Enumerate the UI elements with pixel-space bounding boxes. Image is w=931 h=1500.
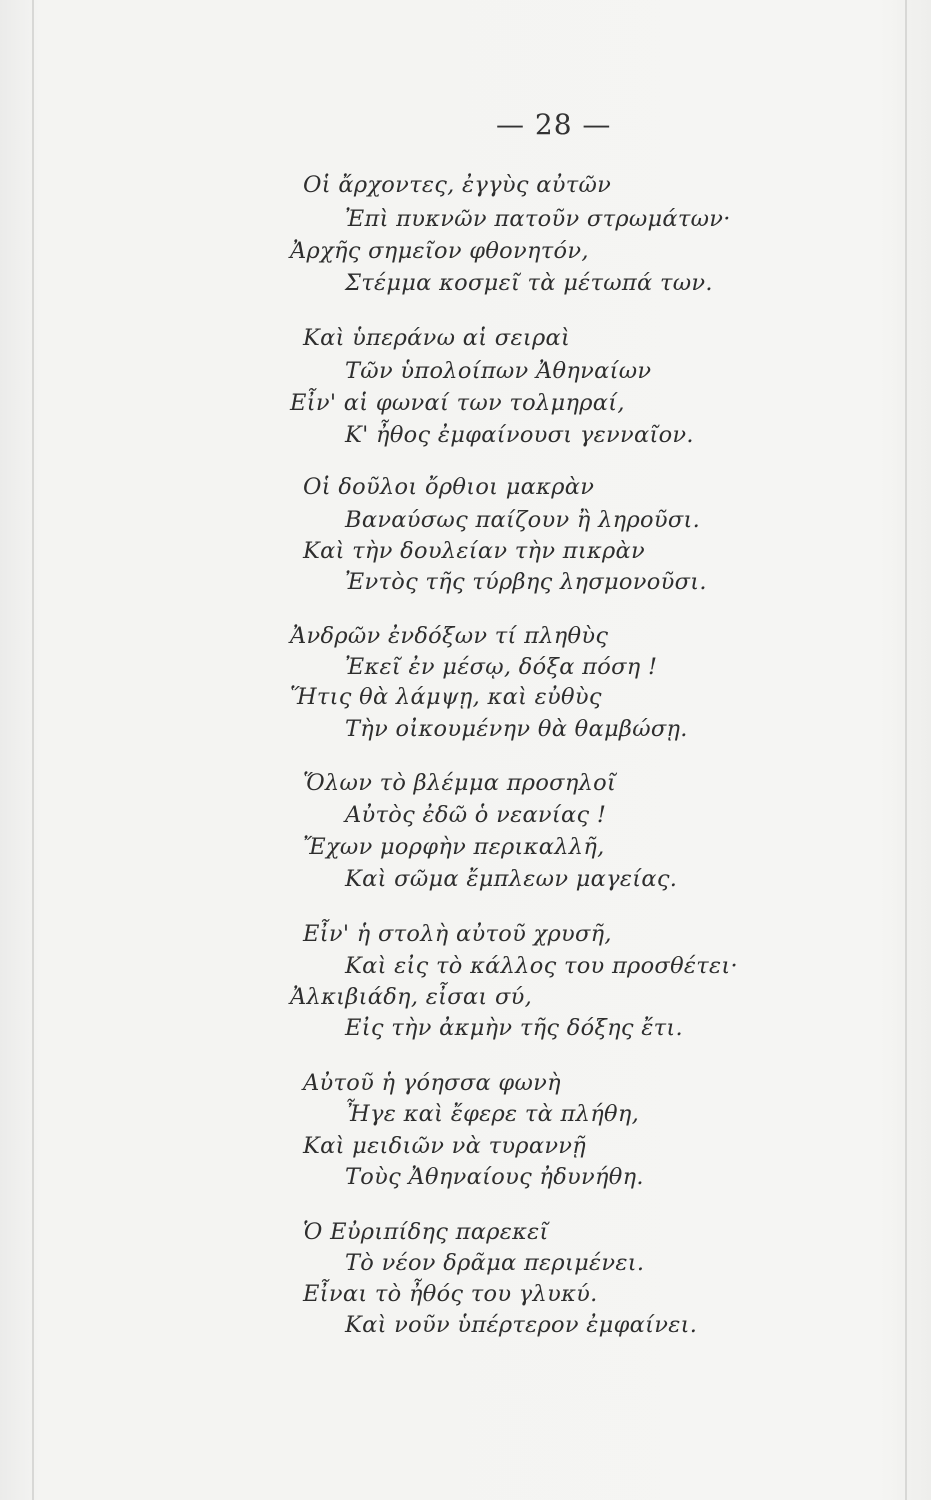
verse-line: Τὸ νέον δρᾶμα περιμένει. <box>345 1250 645 1276</box>
verse-line: Αὐτὸς ἐδῶ ὁ νεανίας ! <box>345 802 607 828</box>
verse-line: Εἶν' ἡ στολὴ αὐτοῦ χρυσῆ, <box>303 921 612 947</box>
page-number: — 28 — <box>496 108 612 141</box>
verse-line: Καὶ ὑπεράνω αἱ σειραὶ <box>303 325 571 351</box>
page-edge-left <box>32 0 34 1500</box>
verse-line: Ἀνδρῶν ἐνδόξων τί πληθὺς <box>290 623 609 649</box>
verse-line: Οἱ ἄρχοντες, ἐγγὺς αὐτῶν <box>303 172 612 198</box>
verse-line: Στέμμα κοσμεῖ τὰ μέτωπά των. <box>345 270 713 296</box>
verse-line: Καὶ σῶμα ἔμπλεων μαγείας. <box>345 866 678 892</box>
verse-line: Καὶ εἰς τὸ κάλλος του προσθέτει· <box>345 953 739 979</box>
verse-line: Εἶν' αἱ φωναί των τολμηραί, <box>290 390 625 416</box>
verse-line: Τῶν ὑπολοίπων Ἀθηναίων <box>345 358 652 384</box>
verse-line: Καὶ μειδιῶν νὰ τυραννῇ <box>303 1133 587 1159</box>
verse-line: Εἶναι τὸ ἦθός του γλυκύ. <box>303 1281 598 1307</box>
verse-line: Τοὺς Ἀθηναίους ἠδυνήθη. <box>345 1164 644 1190</box>
verse-line: Ἐπὶ πυκνῶν πατοῦν στρωμάτων· <box>345 206 731 232</box>
verse-line: Βαναύσως παίζουν ἢ ληροῦσι. <box>345 507 701 533</box>
verse-line: Καὶ τὴν δουλείαν τὴν πικρὰν <box>303 538 646 564</box>
verse-line: Οἱ δοῦλοι ὄρθιοι μακρὰν <box>303 474 595 500</box>
verse-line: Αὐτοῦ ἡ γόησσα φωνὴ <box>303 1070 561 1096</box>
verse-line: Ὅλων τὸ βλέμμα προσηλοῖ <box>303 770 617 796</box>
verse-line: Ἀρχῆς σημεῖον φθονητόν, <box>290 238 589 264</box>
verse-line: Ἐντὸς τῆς τύρβης λησμονοῦσι. <box>345 569 707 595</box>
page-edge-right <box>905 0 907 1500</box>
verse-line: Ἔχων μορφὴν περικαλλῆ, <box>303 834 605 860</box>
verse-line: Ἐκεῖ ἐν μέσῳ, δόξα πόση ! <box>345 654 658 680</box>
verse-line: Καὶ νοῦν ὑπέρτερον ἐμφαίνει. <box>345 1312 698 1338</box>
verse-line: Ἀλκιβιάδη, εἶσαι σύ, <box>290 984 533 1010</box>
verse-line: Ὁ Εὐριπίδης παρεκεῖ <box>303 1219 549 1245</box>
verse-line: Κ' ἦθος ἐμφαίνουσι γενναῖον. <box>345 422 694 448</box>
verse-line: Εἰς τὴν ἀκμὴν τῆς δόξης ἔτι. <box>345 1015 683 1041</box>
verse-line: Ἥτις θὰ λάμψῃ, καὶ εὐθὺς <box>290 684 602 710</box>
verse-line: Τὴν οἰκουμένην θὰ θαμβώσῃ. <box>345 716 688 742</box>
verse-line: Ἦγε καὶ ἔφερε τὰ πλήθη, <box>345 1101 640 1127</box>
